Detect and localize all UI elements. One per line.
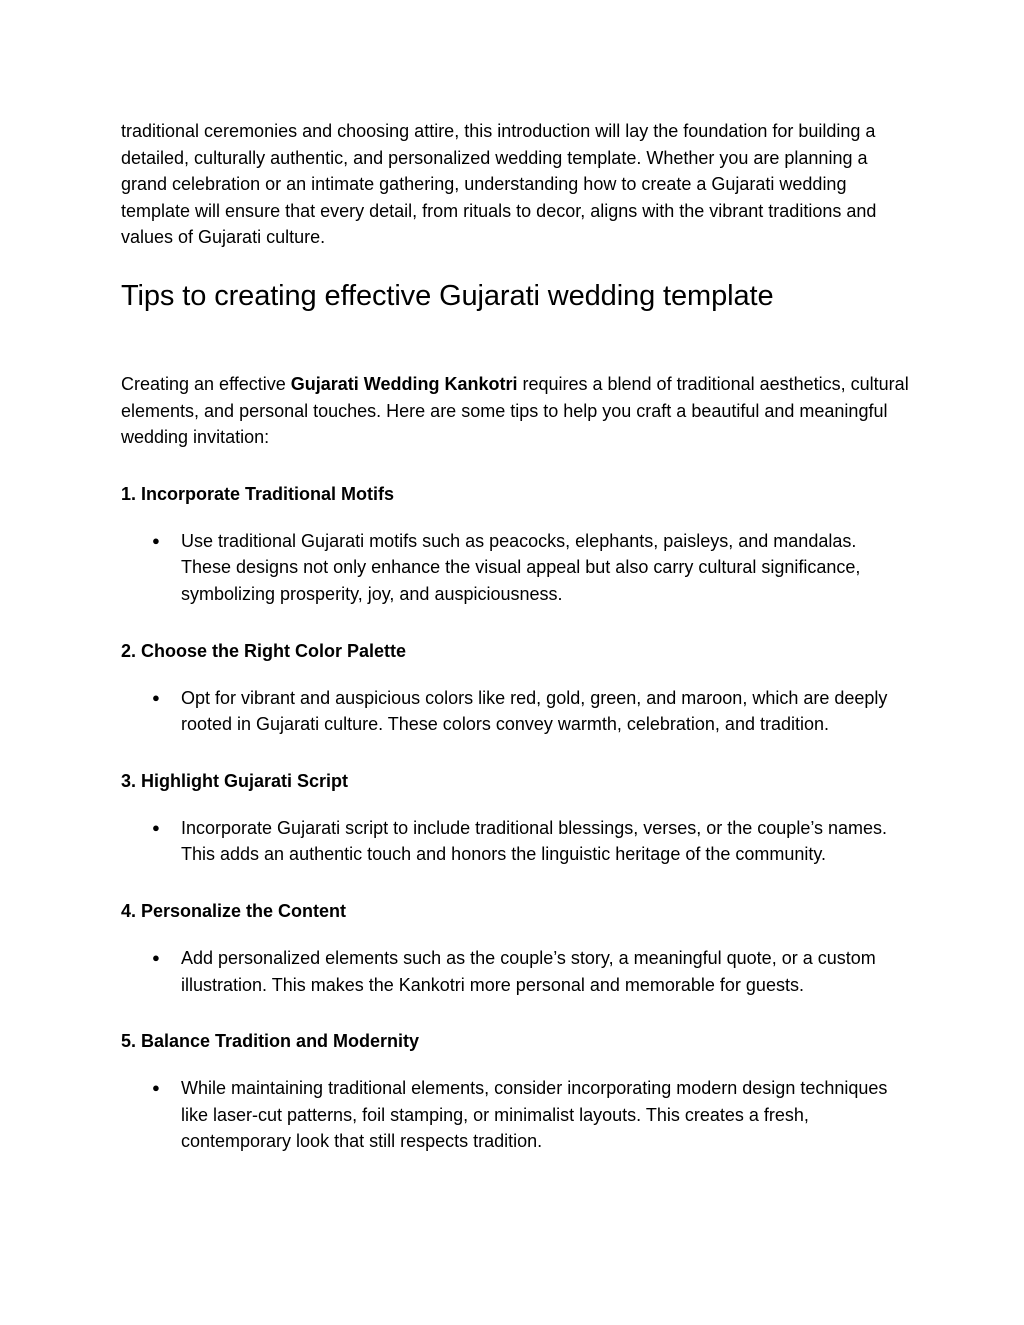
bullet-icon: ● bbox=[152, 689, 160, 705]
tip-title: 3. Highlight Gujarati Script bbox=[121, 770, 349, 791]
tip-text: Add personalized elements such as the couple’s story, a meaningful quote, or a custom illustration. This makes the Kankotri more personal and memorable for guests. bbox=[181, 947, 876, 995]
tip-text: Opt for vibrant and auspicious colors like red, gold, green, and maroon, which are deeply rooted in Gujarati culture. These colors convey warmth, celebration, and tradition. bbox=[181, 687, 888, 735]
list-item bbox=[121, 945, 911, 998]
tip-section-4 bbox=[121, 898, 911, 998]
tip-text: Incorporate Gujarati script to include traditional blessings, verses, or the couple’s names. This adds an authentic touch and honors the linguistic heritage of the community. bbox=[181, 817, 888, 865]
bullet-icon: ● bbox=[152, 1080, 160, 1096]
tip-section-3 bbox=[121, 768, 911, 868]
tip-title: 1. Incorporate Traditional Motifs bbox=[121, 483, 395, 504]
bullet-icon: ● bbox=[152, 532, 160, 548]
tip-title: 4. Personalize the Content bbox=[121, 900, 347, 921]
list-item bbox=[121, 1075, 911, 1155]
kankotri-keyword: Gujarati Wedding Kankotri bbox=[290, 373, 518, 394]
list-item bbox=[121, 815, 911, 868]
intro-paragraph: traditional ceremonies and choosing attire, this introduction will lay the foundation for building a detailed, culturally authentic, and personalized wedding template. Whether you are planning a grand celebration or an intimate gathering, understanding how to create a Gujarati wedding template will ensure that every detail, from rituals to decor, aligns with the vibrant traditions and values of Gujarati culture. bbox=[121, 121, 877, 248]
lead-paragraph bbox=[121, 371, 911, 451]
lead-text-after: requires a blend of traditional aesthetics, cultural elements, and personal touches. Here are some tips to help you craft a beautiful and meaningful wedding invitation: bbox=[121, 373, 909, 448]
tip-text: Use traditional Gujarati motifs such as peacocks, elephants, paisleys, and mandalas. These designs not only enhance the visual appeal but also carry cultural significance, symbolizing prosperity, joy, and auspiciousness. bbox=[181, 530, 861, 604]
list-item bbox=[121, 685, 911, 738]
tip-text: While maintaining traditional elements, consider incorporating modern design techniques like laser-cut patterns, foil stamping, or minimalist layouts. This creates a fresh, contemporary look that still respects tradition. bbox=[181, 1078, 888, 1152]
bullet-icon: ● bbox=[152, 949, 160, 965]
tip-section-2 bbox=[121, 638, 911, 738]
list-item bbox=[121, 528, 911, 608]
lead-text-before: Creating an effective bbox=[121, 373, 291, 394]
tip-title: 2. Choose the Right Color Palette bbox=[121, 640, 407, 661]
bullet-icon: ● bbox=[152, 819, 160, 835]
section-heading: Tips to creating effective Gujarati wedding template bbox=[121, 279, 774, 312]
tip-section-1 bbox=[121, 481, 911, 608]
tip-section-5 bbox=[121, 1028, 911, 1155]
document-page bbox=[121, 118, 911, 1155]
tip-title: 5. Balance Tradition and Modernity bbox=[121, 1031, 420, 1052]
